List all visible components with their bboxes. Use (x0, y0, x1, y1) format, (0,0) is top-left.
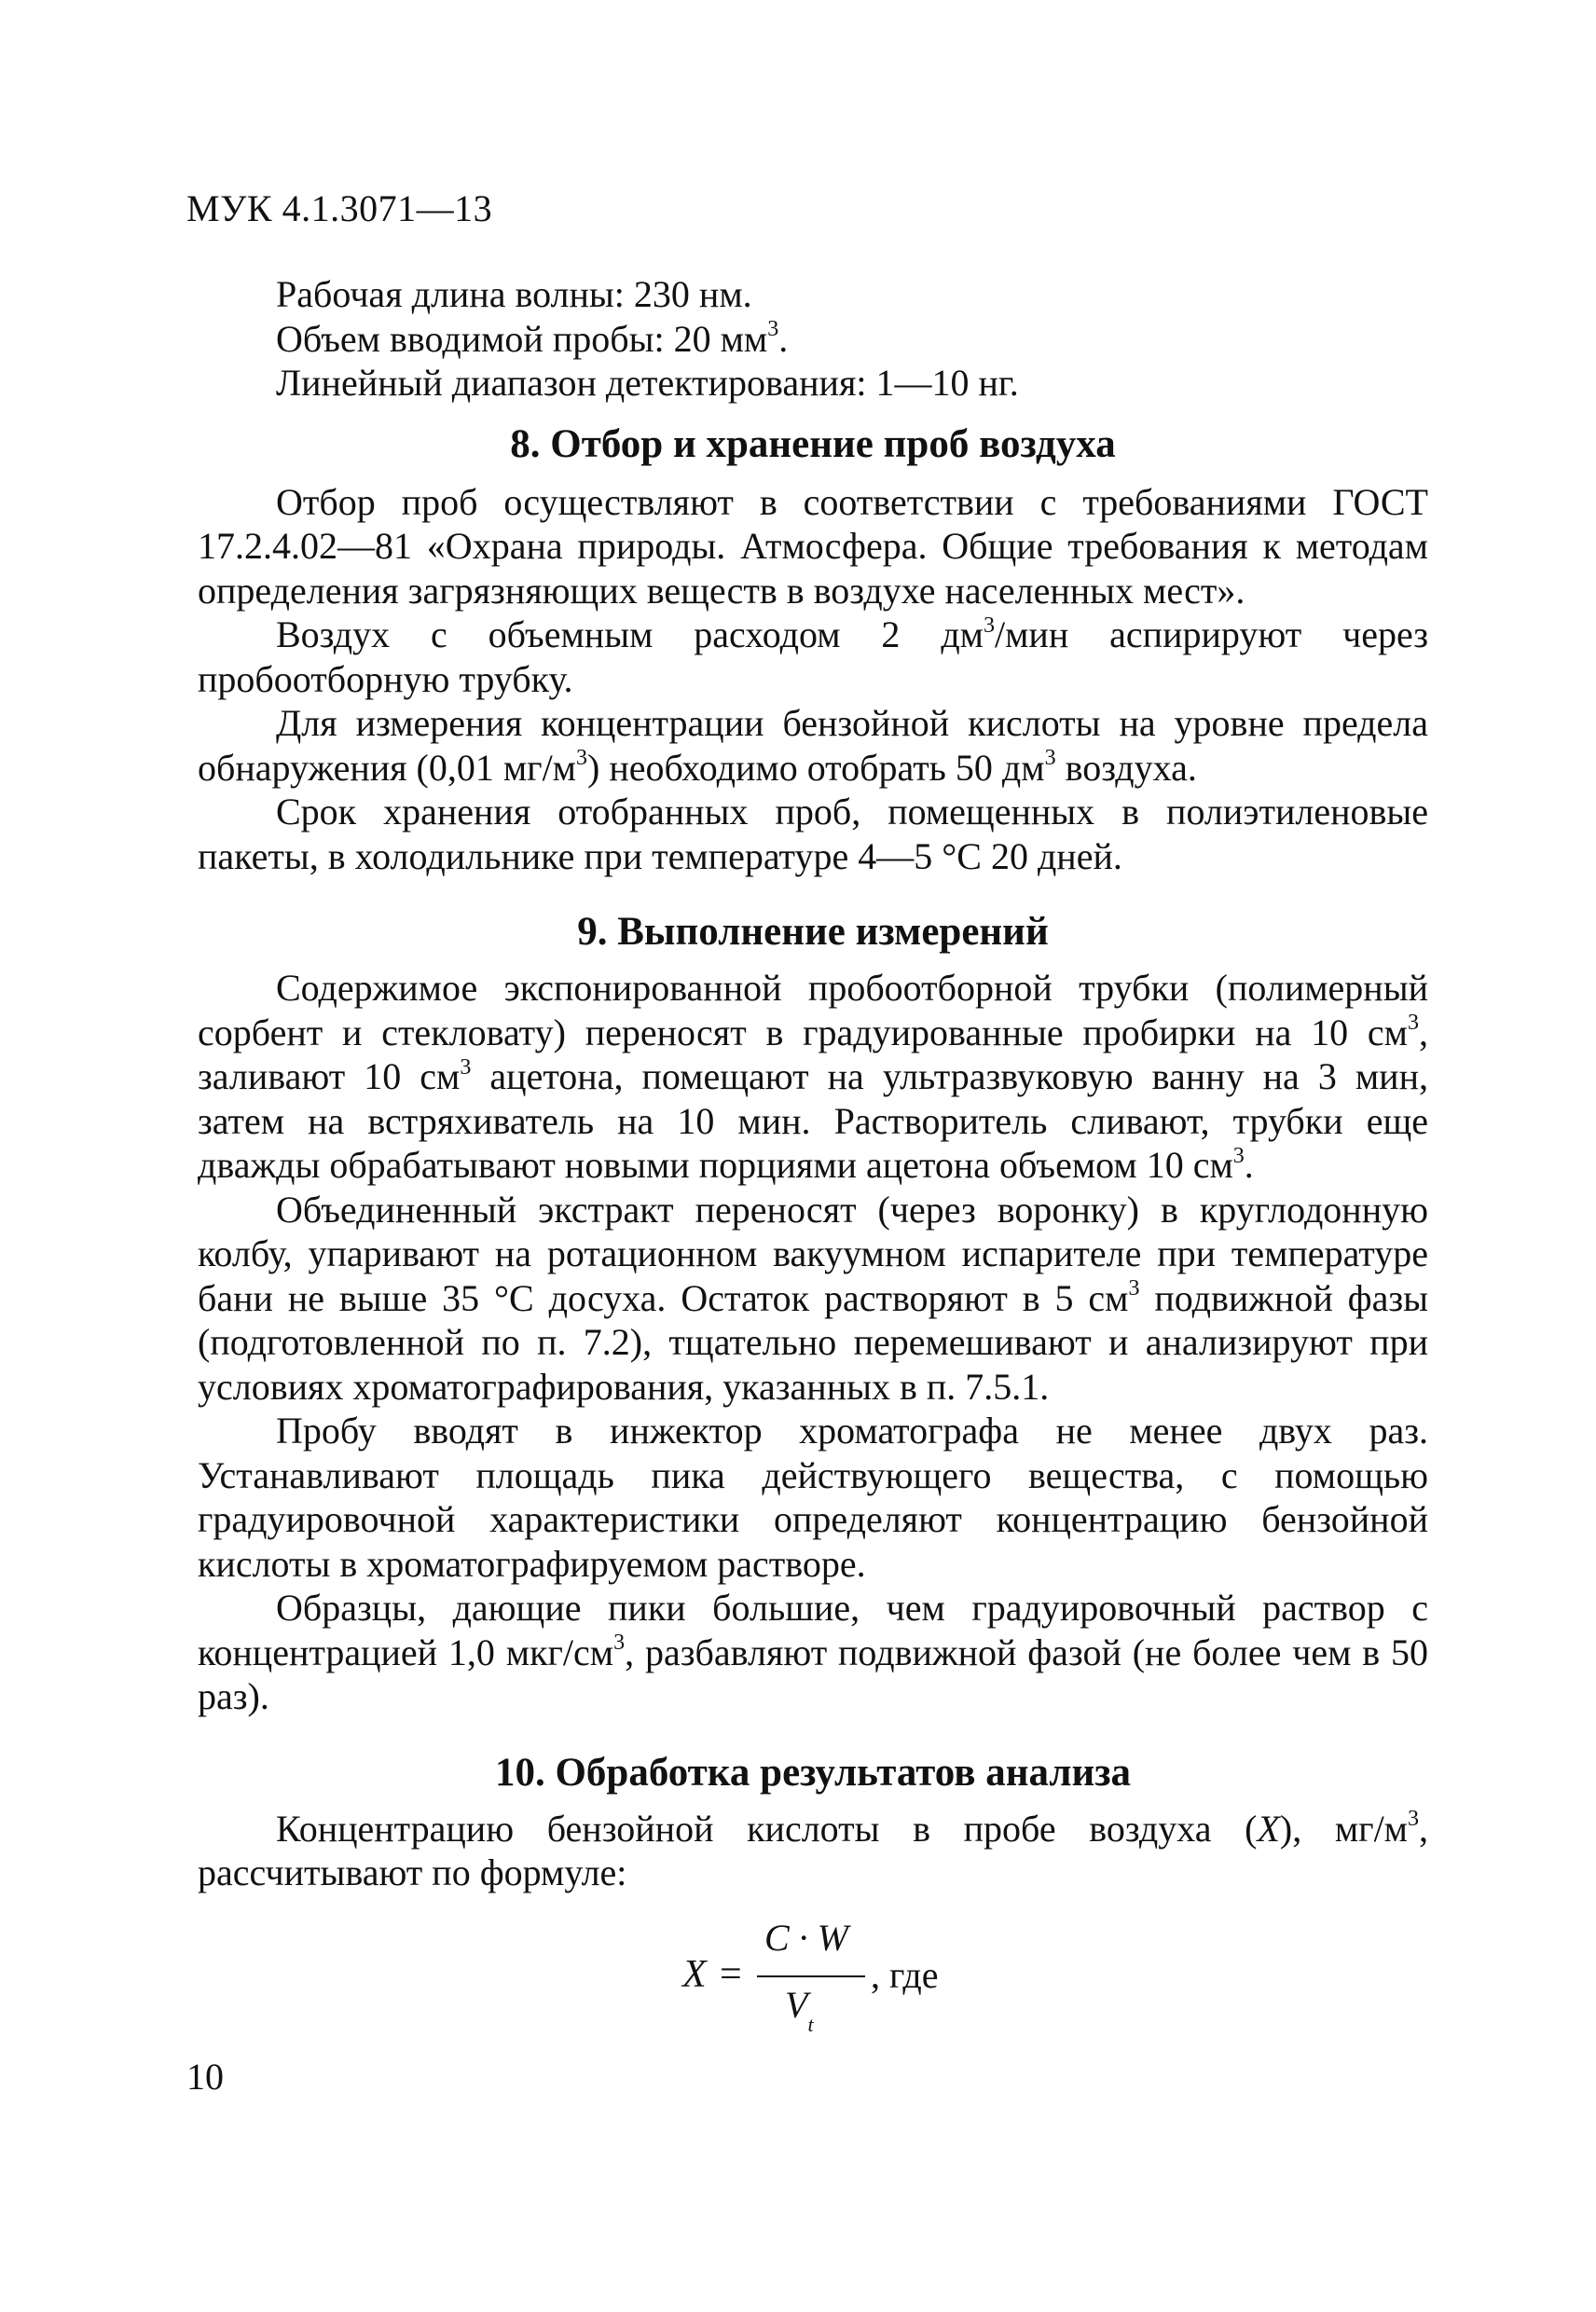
text-run: воздуха. (1055, 746, 1197, 789)
section-8-paragraph-1: Отбор проб осуществляют в соответствии с требованиями ГОСТ 17.2.4.02—81 «Охрана природы. Атмосфера. Общие требования к методам определения загрязняющих веществ в воздухе населенных мест». (198, 480, 1428, 612)
section-9-paragraph-3: Пробу вводят в инжектор хроматографа не менее двух раз. Устанавливают площадь пика действующего вещества, с помощью градуировочной характеристики определяют концентрацию бензойной кислоты в хроматографируемом растворе. (198, 1410, 1428, 1585)
text-run: , разбавляют подвижной фазой (не более чем в 50 раз). (198, 1631, 1428, 1717)
superscript: 3 (576, 746, 587, 771)
superscript: 3 (984, 612, 995, 638)
text-run: /мин аспирируют через пробоотборную трубку. (198, 613, 1429, 700)
formula-equals: = (720, 1952, 742, 1996)
text-run: , рассчитывают по формуле: (198, 1807, 1428, 1893)
section-9-heading: 9. Выполнение измерений (577, 910, 1049, 954)
param-value: 1—10 нг. (875, 362, 1019, 404)
section-9-paragraph-1 (198, 966, 1428, 1188)
formula-lhs: X (682, 1952, 707, 1996)
formula-numerator: C · W (764, 1916, 848, 1959)
param-injection-volume (276, 317, 1428, 362)
formula-denominator (785, 1983, 814, 2036)
variable-x: X (1257, 1807, 1280, 1850)
formula-fraction-bar (757, 1975, 865, 1977)
text-run: Содержимое экспонированной пробоотборной трубки (полимерный сорбент и стекловату) переносят в градуированные пробирки на 10 см (198, 967, 1428, 1053)
superscript: 3 (1232, 1143, 1245, 1168)
param-label: Рабочая длина волны: (276, 273, 625, 315)
superscript: 3 (1044, 746, 1056, 771)
section-9-paragraph-2 (198, 1188, 1428, 1410)
param-linear-range (276, 361, 1428, 406)
superscript: 3 (1408, 1011, 1419, 1036)
text-run: Концентрацию бензойной кислоты в пробе воздуха ( (276, 1807, 1258, 1850)
text-run: Образцы, дающие пики большие, чем градуировочный раствор с концентрацией 1,0 мкг/см (198, 1587, 1428, 1673)
section-8-paragraph-4: Срок хранения отобранных проб, помещенных в полиэтиленовые пакеты, в холодильнике при температуре 4—5 °С 20 дней. (198, 791, 1428, 877)
formula-denominator-subscript: t (807, 2012, 814, 2036)
section-8-paragraph-2 (198, 612, 1428, 701)
param-value: 230 нм. (633, 273, 752, 315)
param-value: 20 мм (673, 317, 768, 360)
page-number: 10 (186, 2056, 224, 2098)
text-run: ацетона, помещают на ультразвуковую ванну на 3 мин, затем на встряхиватель на 10 мин. Растворитель сливают, трубки еще дважды обрабатывают новыми порциями ацетона объемом 10 см (198, 1055, 1428, 1186)
param-tail: . (778, 317, 789, 360)
text-run: Для измерения концентрации бензойной кислоты на уровне предела обнаружения (0,01 мг/м (198, 702, 1428, 789)
superscript: 3 (1128, 1276, 1140, 1301)
superscript: 3 (1408, 1807, 1419, 1832)
param-wavelength (276, 272, 1428, 317)
formula-suffix: , где (871, 1953, 939, 1996)
text-run: Объединенный экстракт переносят (через воронку) в круглодонную колбу, упаривают на ротационном вакуумном испарителе при температуре бани не выше 35 °С досуха. Остаток растворяют в 5 см (198, 1188, 1428, 1319)
section-10-heading: 10. Обработка результатов анализа (494, 1750, 1132, 1795)
text-run: Воздух с объемным расходом 2 дм (276, 613, 984, 655)
superscript: 3 (460, 1054, 472, 1080)
page-content (198, 272, 1428, 2046)
superscript: 3 (767, 317, 779, 342)
text-run: подвижной фазы (подготовленной по п. 7.2), тщательно перемешивают и анализируют при условиях хроматографирования, указанных в п. 7.5.1. (198, 1276, 1428, 1408)
text-run: , заливают 10 см (198, 1011, 1428, 1097)
text-run: ) необходимо отобрать 50 дм (587, 746, 1045, 789)
param-label: Линейный диапазон детектирования: (276, 362, 867, 404)
section-10-paragraph-1 (198, 1807, 1428, 1895)
section-9-paragraph-4 (198, 1586, 1428, 1719)
superscript: 3 (613, 1631, 626, 1656)
section-8-heading: 8. Отбор и хранение проб воздуха (510, 421, 1116, 466)
formula-denominator-var: V (785, 1983, 808, 2026)
document-code: МУК 4.1.3071—13 (186, 187, 493, 229)
section-8-paragraph-3 (198, 701, 1428, 790)
param-label: Объем вводимой пробы: (276, 317, 665, 360)
text-run: ), мг/м (1279, 1807, 1408, 1850)
text-run: . (1244, 1144, 1254, 1186)
formula-block (198, 1916, 1428, 2046)
